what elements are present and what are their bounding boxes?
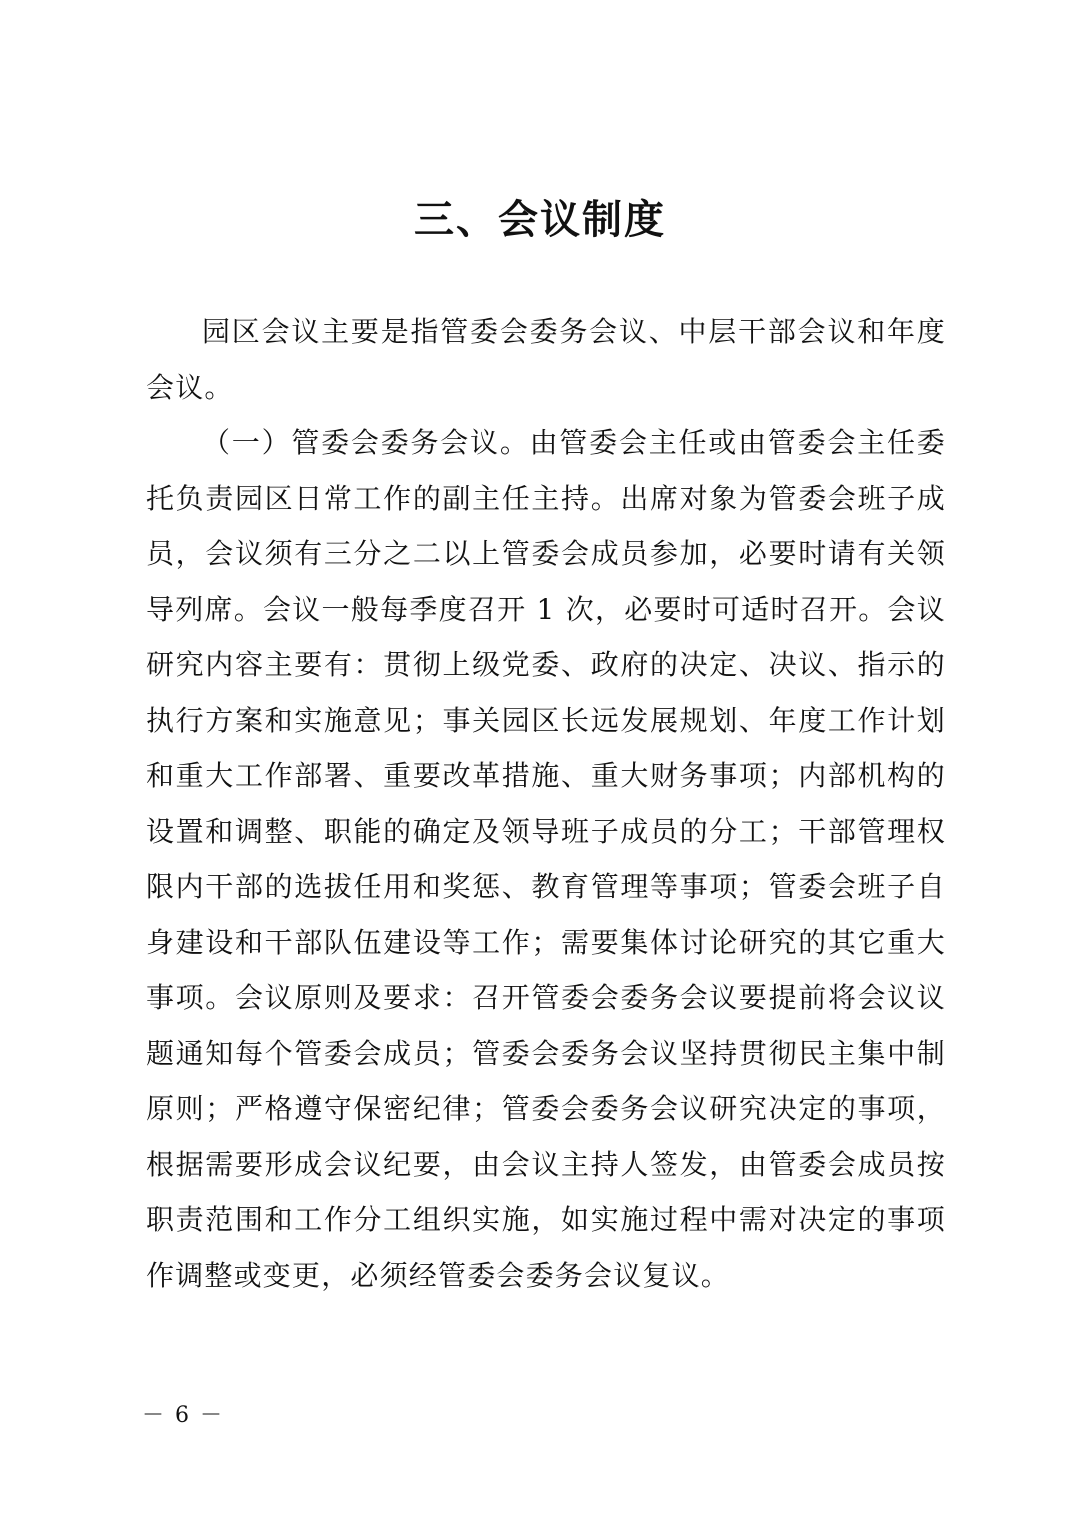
paragraph-committee-meeting: （一）管委会委务会议。由管委会主任或由管委会主任委托负责园区日常工作的副主任主持。出席对象为管委会班子成员，会议须有三分之二以上管委会成员参加，必要时请有关领导列席。会议一般每季度召开 1 次，必要时可适时召开。会议研究内容主要有：贯彻上级党委、政府的决定、决议、指示的执行方案和实施意见；事关园区长远发展规划、年度工作计划和重大工作部署、重要改革措施、重大财务事项；内部机构的设置和调整、职能的确定及领导班子成员的分工；干部管理权限内干部的选拔任用和奖惩、教育管理等事项；管委会班子自身建设和干部队伍建设等工作；需要集体讨论研究的其它重大事项。会议原则及要求：召开管委会委务会议要提前将会议议题通知每个管委会成员；管委会委务会议坚持贯彻民主集中制原则；严格遵守保密纪律；管委会委务会议研究决定的事项，根据需要形成会议纪要，由会议主持人签发，由管委会成员按职责范围和工作分工组织实施，如实施过程中需对决定的事项作调整或变更，必须经管委会委务会议复议。 xyxy=(146,426,946,1292)
paragraph-intro: 园区会议主要是指管委会委务会议、中层干部会议和年度会议。 xyxy=(146,315,946,404)
body-text xyxy=(146,304,946,1303)
page-number: － 6 － xyxy=(142,1403,224,1428)
section-title: 三、会议制度 xyxy=(414,197,666,243)
